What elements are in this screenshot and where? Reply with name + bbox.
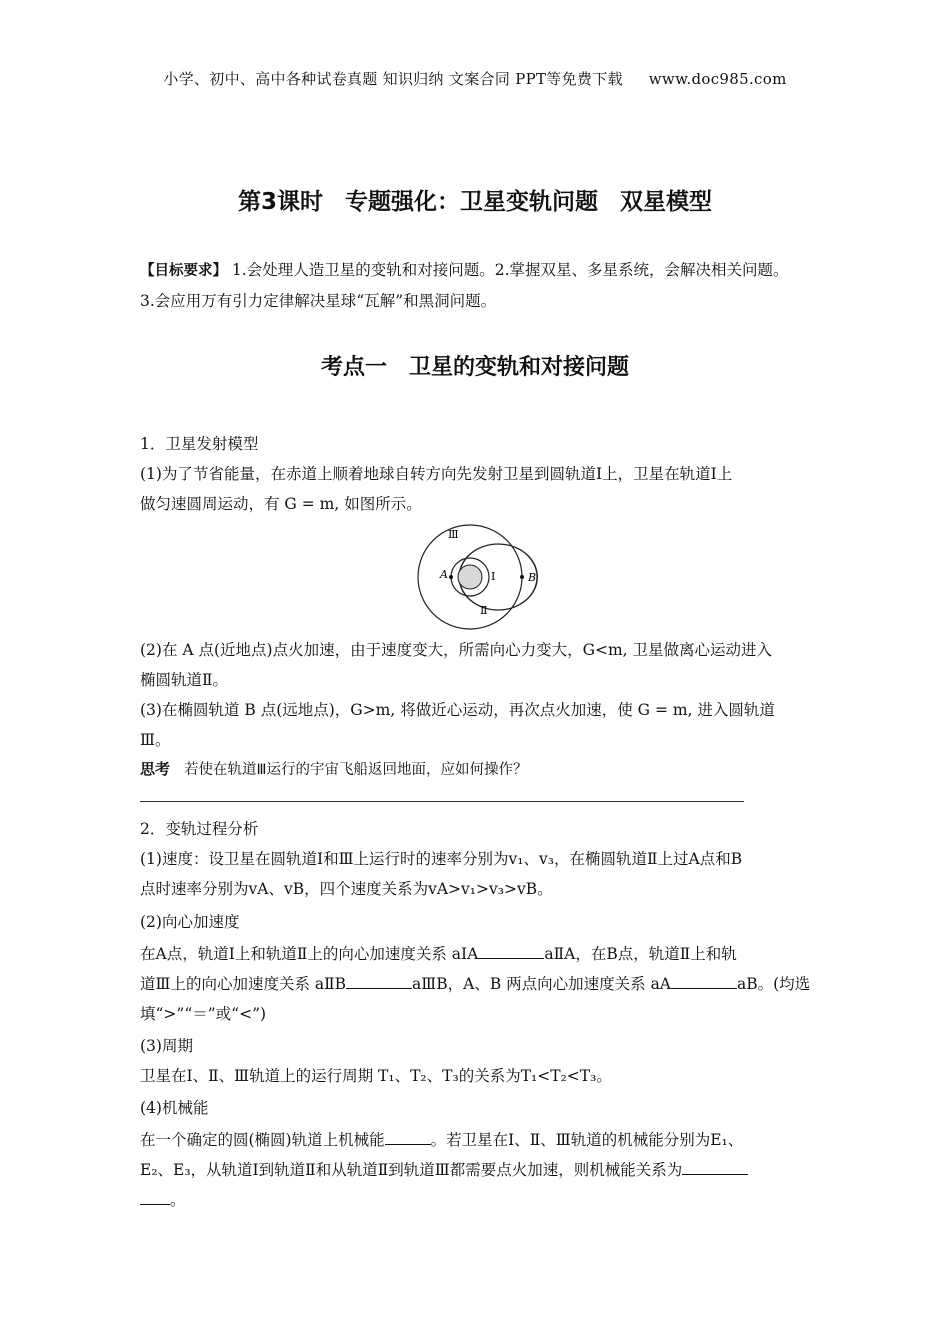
blank-energy-constant[interactable] (385, 1128, 431, 1145)
section-heading (0, 350, 950, 381)
s1-p1-line1: (1)为了节省能量，在赤道上顺着地球自转方向先发射卫星到圆轨道Ⅰ上，卫星在轨道Ⅰ上 (140, 465, 733, 483)
s2-speed-line2: 点时速率分别为vA、vB，四个速度关系为vA>v₁>v₃>vB。 (140, 880, 553, 898)
goal-line1: 1.会处理人造卫星的变轨和对接问题。2.掌握双星、多星系统，会解决相关问题。 (227, 261, 789, 279)
title-model: 双星模型 (620, 189, 712, 215)
s1-p2-line1: (2)在 A 点(近地点)点火加速，由于速度变大，所需向心力变大，G<m, 卫星做离心运动进入 (140, 641, 773, 659)
label-III: Ⅲ (448, 528, 459, 541)
header-site-link[interactable]: www.doc985.com (648, 70, 787, 88)
s2-heading: 2．变轨过程分析 (140, 820, 259, 838)
s2-speed-line1: (1)速度：设卫星在圆轨道Ⅰ和Ⅲ上运行时的速率分别为v₁、v₃，在椭圆轨道Ⅱ上过A点和B (140, 850, 743, 868)
blank-accel-AB[interactable] (671, 972, 737, 989)
s1-p1-line2: 做匀速圆周运动，有 G = m, 如图所示。 (140, 495, 422, 513)
think-text: 若使在轨道Ⅲ运行的宇宙飞船返回地面，应如何操作？ (184, 762, 528, 778)
label-A: A (440, 568, 448, 581)
blank-energy-relation-cont[interactable] (140, 1188, 170, 1205)
answer-line[interactable] (140, 801, 744, 802)
point-B-dot (520, 575, 524, 579)
s2-accel-line1 (140, 942, 737, 964)
think-block (140, 758, 528, 779)
blank-accel-B[interactable] (346, 972, 412, 989)
energy-line1-b: 。若卫星在Ⅰ、Ⅱ、Ⅲ轨道的机械能分别为E₁、 (430, 1131, 744, 1149)
goal-block (140, 255, 820, 316)
earth-icon (458, 565, 482, 589)
accel-line2-c: aB。(均选 (737, 975, 811, 993)
blank-accel-A[interactable] (478, 942, 544, 959)
s2-period-line: 卫星在Ⅰ、Ⅱ、Ⅲ轨道上的运行周期 T₁、T₂、T₃的关系为T₁<T₂<T₃。 (140, 1067, 612, 1085)
s2-energy-line2 (140, 1158, 748, 1180)
goal-line2: 3.会应用万有引力定律解决星球“瓦解”和黑洞问题。 (140, 292, 497, 310)
label-II: Ⅱ (480, 604, 488, 617)
header-text: 小学、初中、高中各种试卷真题 知识归纳 文案合同 PPT等免费下载 (163, 70, 623, 88)
accel-line1-b: aⅡA，在B点，轨道Ⅱ上和轨 (544, 945, 737, 963)
energy-line3-end: 。 (170, 1191, 186, 1209)
s1-heading: 1．卫星发射模型 (140, 435, 259, 453)
title-lesson: 第3课时 (237, 189, 323, 215)
blank-energy-relation[interactable] (682, 1158, 748, 1175)
s2-accel-line3: 填“>”“＝”或“<”) (140, 1005, 267, 1023)
page-header (0, 68, 950, 89)
s2-accel-heading: (2)向心加速度 (140, 913, 240, 931)
goal-label: 【目标要求】 (140, 263, 227, 279)
s1-p3-line2: Ⅲ。 (140, 731, 171, 749)
s2-energy-line3 (140, 1188, 186, 1210)
point-A-dot (449, 575, 453, 579)
page-title (0, 183, 950, 216)
accel-line1-a: 在A点，轨道Ⅰ上和轨道Ⅱ上的向心加速度关系 aⅠA (140, 945, 479, 963)
orbit-diagram (410, 522, 550, 634)
s2-energy-heading: (4)机械能 (140, 1099, 209, 1117)
s2-energy-line1 (140, 1128, 743, 1150)
section-title: 卫星的变轨和对接问题 (409, 355, 630, 380)
energy-line1-a: 在一个确定的圆(椭圆)轨道上机械能 (140, 1131, 385, 1149)
think-label: 思考 (140, 760, 171, 778)
energy-line2-text: E₂、E₃，从轨道Ⅰ到轨道Ⅱ和从轨道Ⅱ到轨道Ⅲ都需要点火加速，则机械能关系为 (140, 1161, 683, 1179)
s2-accel-line2 (140, 972, 810, 994)
accel-line2-b: aⅢB，A、B 两点向心加速度关系 aA (412, 975, 671, 993)
s1-p2-line2: 椭圆轨道Ⅱ。 (140, 671, 229, 689)
accel-line2-a: 道Ⅲ上的向心加速度关系 aⅡB (140, 975, 347, 993)
label-I: Ⅰ (491, 570, 496, 583)
s2-period-heading: (3)周期 (140, 1037, 193, 1055)
label-B: B (528, 571, 537, 584)
section-num: 考点一 (320, 355, 387, 380)
title-topic: 专题强化：卫星变轨问题 (345, 189, 598, 215)
s1-p3-line1: (3)在椭圆轨道 B 点(远地点)，G>m, 将做近心运动，再次点火加速，使 G = m, 进入圆轨道 (140, 701, 775, 719)
